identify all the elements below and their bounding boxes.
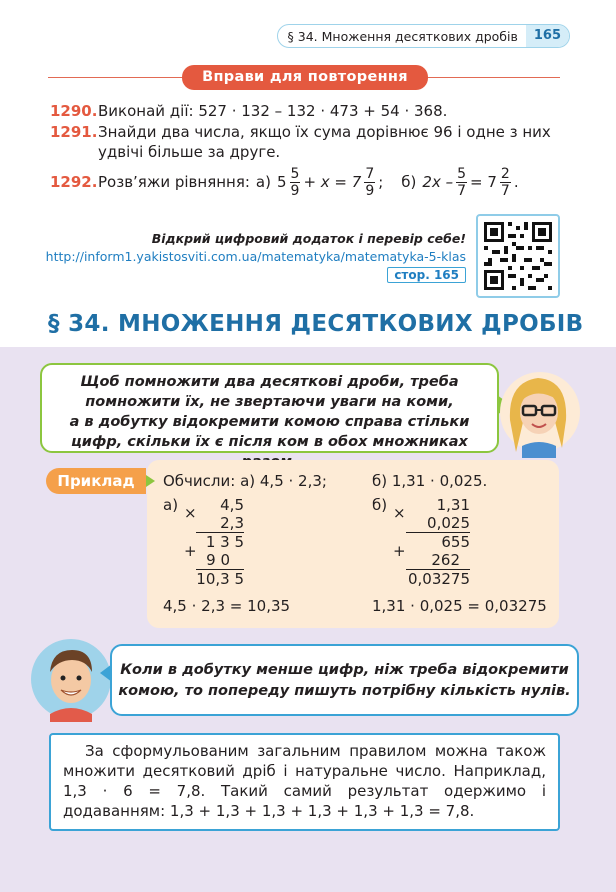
example-a-label: а) [163, 496, 179, 514]
equation-end: ; [378, 173, 384, 191]
plus-sign: + [393, 542, 406, 560]
fraction-denominator: 7 [457, 182, 467, 199]
multiply-sign: × [184, 504, 197, 522]
equation-left: 2x – [422, 173, 454, 191]
example-badge: Приклад [46, 468, 146, 494]
tip-callout [110, 644, 579, 716]
example-b-label: б) [372, 496, 388, 514]
fraction-numerator: 5 [457, 165, 467, 182]
fraction-numerator: 5 [290, 165, 300, 182]
fraction [364, 166, 375, 199]
note-box [49, 733, 560, 831]
multiplicand: 4,5 [220, 496, 244, 514]
page-reference-link[interactable]: стор. 165 [387, 267, 466, 283]
partial-product: 1 3 5 [205, 533, 244, 551]
qr-code-icon[interactable] [476, 214, 560, 298]
product: 0,03275 [407, 570, 470, 588]
column-multiplication-a [196, 496, 244, 588]
product: 10,3 5 [196, 570, 244, 588]
column-multiplication-b [406, 496, 470, 588]
equation-middle: = 7 [470, 173, 497, 191]
rule-line: а в добутку відокремити комою справа стільки [69, 414, 470, 430]
girl-avatar [496, 368, 580, 458]
digital-url-link[interactable]: http://inform1.yakistosviti.com.ua/matematyka/matematyka-5-klas [45, 249, 466, 264]
multiplier: 0,025 [406, 514, 470, 533]
tip-line: Коли в добутку менше цифр, ніж треба відокремити [120, 662, 569, 678]
page-number: 165 [526, 25, 569, 47]
fraction-denominator: 9 [365, 182, 375, 199]
running-header-title: § 34. Множення десяткових дробів [287, 28, 518, 44]
section-title: § 34. МНОЖЕННЯ ДЕСЯТКОВИХ ДРОБІВ [48, 311, 584, 337]
exercise-text: Виконай дії: 527 · 132 – 132 · 473 + 54 · 368. [98, 102, 448, 120]
fraction [456, 166, 467, 199]
rule-line: цифр, скільки їх є після ком в обох множниках [71, 434, 468, 450]
exercise-text: Розв’яжи рівняння: [98, 173, 250, 191]
multiply-sign: × [393, 504, 406, 522]
qr-code-graphic [484, 222, 552, 290]
example-a-summary: 4,5 · 2,3 = 10,35 [163, 597, 291, 615]
multiplier: 2,3 [196, 514, 244, 533]
example-prompt: Обчисли: а) 4,5 · 2,3; [163, 472, 327, 490]
example-b-summary: 1,31 · 0,025 = 0,03275 [372, 597, 547, 615]
exercise-number: 1291. [50, 123, 98, 141]
exercise-text: Знайди два числа, якщо їх сума дорівнює 96 і одне з них удвічі більше за друге. [98, 123, 551, 161]
partial-product: 655 [441, 533, 470, 551]
equation-middle: + x = 7 [303, 173, 362, 191]
exercise-1291 [50, 122, 562, 161]
fraction-numerator: 2 [500, 165, 510, 182]
digital-app-block [46, 231, 466, 283]
repetition-title: Вправи для повторення [182, 65, 428, 90]
equation-end: . [513, 173, 519, 191]
fraction [500, 166, 511, 199]
tip-line: комою, то попереду пишуть потрібну кількість нулів. [118, 683, 571, 699]
mixed-whole: 5 [276, 173, 287, 191]
rule-line: Щоб помножити два десяткові дроби, треба [80, 374, 459, 390]
partial-product: 262 [406, 551, 470, 570]
note-text: За сформульованим загальним правилом можна також множити десятковий дріб і натуральне число. Наприклад, 1,3 · 6 = 7,8. Такий самий результат одержимо і додаванням: 1,3 + 1,3 + 1,3 + 1,3 + 1,3 + 1,3 = 7,8. [63, 742, 546, 820]
exercise-1290 [50, 101, 447, 121]
fraction [290, 166, 301, 199]
multiplicand: 1,31 [436, 496, 470, 514]
running-header [277, 24, 570, 48]
callout-tail [100, 664, 112, 682]
exercise-number: 1290. [50, 102, 98, 120]
example-arrow-icon [146, 475, 155, 487]
exercise-number: 1292. [50, 173, 98, 191]
equation-a [256, 166, 383, 199]
rule-line: помножити їх, не звертаючи уваги на коми, [85, 394, 454, 410]
digital-hint: Відкрий цифровий додаток і перевір себе! [151, 231, 466, 246]
equation-b [401, 166, 518, 199]
example-prompt-b: б) 1,31 · 0,025. [372, 472, 488, 490]
fraction-denominator: 9 [290, 182, 300, 199]
rule-callout [40, 363, 499, 453]
fraction-denominator: 7 [500, 182, 510, 199]
exercise-1292 [50, 161, 519, 203]
equation-label: б) [401, 173, 417, 191]
fraction-numerator: 7 [365, 165, 375, 182]
equation-label: а) [255, 173, 271, 191]
partial-product: 9 0 [196, 551, 244, 570]
plus-sign: + [184, 542, 197, 560]
